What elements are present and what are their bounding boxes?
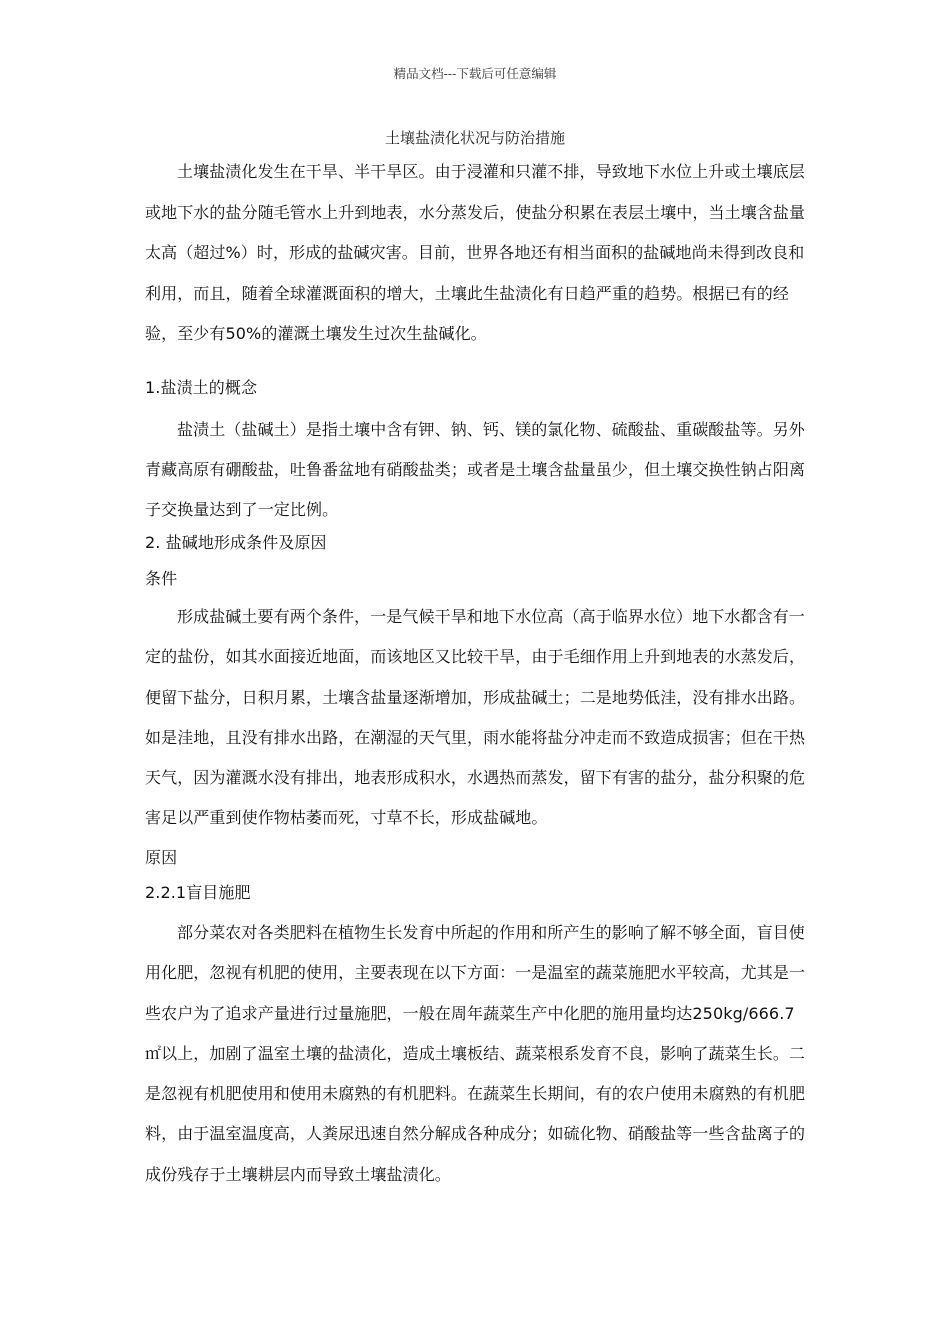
- section-2-heading: 2. 盐碱地形成条件及原因: [145, 533, 327, 552]
- causes-heading: 原因: [145, 848, 178, 867]
- subsection-paragraph: 部分菜农对各类肥料在植物生长发育中所起的作用和所产生的影响了解不够全面，盲目使用化肥，忽视有机肥的使用，主要表现在以下方面：一是温室的蔬菜施肥水平较高，尤其是一些农户为了追求产量进行过量施肥，一般在周年蔬菜生产中化肥的施用量均达250kg/666.7㎡以上，加剧了温室土壤的盐渍化，造成土壤板结、蔬菜根系发育不良，影响了蔬菜生长。二是忽视有机肥使用和使用未腐熟的有机肥料。在蔬菜生长期间，有的农户使用未腐熟的有机肥料，由于温室温度高，人粪尿迅速自然分解成各种成分；如硫化物、硝酸盐等一些含盐离子的成份残存于土壤耕层内而导致土壤盐渍化。: [145, 923, 806, 1184]
- page-header: 精品文档---下载后可任意编辑: [393, 66, 557, 81]
- section-1-heading: 1.盐渍土的概念: [145, 378, 258, 397]
- intro-paragraph: 土壤盐渍化发生在干旱、半干旱区。由于浸灌和只灌不排，导致地下水位上升或土壤底层或地下水的盐分随毛管水上升到地表，水分蒸发后，使盐分积累在表层土壤中，当土壤含盐量太高（超过%）时，形成的盐碱灾害。目前，世界各地还有相当面积的盐碱地尚未得到改良和利用，而且，随着全球灌溉面积的增大，土壤此生盐渍化有日趋严重的趋势。根据已有的经验，至少有50%的灌溉土壤发生过次生盐碱化。: [145, 162, 806, 343]
- document-title: 土壤盐渍化状况与防治措施: [384, 129, 565, 147]
- subsection-heading: 2.2.1盲目施肥: [145, 883, 251, 902]
- section-1-paragraph: 盐渍土（盐碱土）是指土壤中含有钾、钠、钙、镁的氯化物、硫酸盐、重碳酸盐等。另外青藏高原有硼酸盐，吐鲁番盆地有硝酸盐类；或者是土壤含盐量虽少，但土壤交换性钠占阳离子交换量达到了一定比例。: [145, 420, 806, 519]
- conditions-heading: 条件: [145, 569, 178, 588]
- conditions-paragraph: 形成盐碱土要有两个条件，一是气候干旱和地下水位高（高于临界水位）地下水都含有一定的盐份，如其水面接近地面，而该地区又比较干旱，由于毛细作用上升到地表的水蒸发后，便留下盐分，日积月累，土壤含盐量逐渐增加，形成盐碱土；二是地势低洼，没有排水出路。如是洼地，且没有排水出路，在潮湿的天气里，雨水能将盐分冲走而不致造成损害；但在干热天气，因为灌溉水没有排出，地表形成积水，水遇热而蒸发，留下有害的盐分，盐分积聚的危害足以严重到使作物枯萎而死，寸草不长，形成盐碱地。: [145, 607, 806, 828]
